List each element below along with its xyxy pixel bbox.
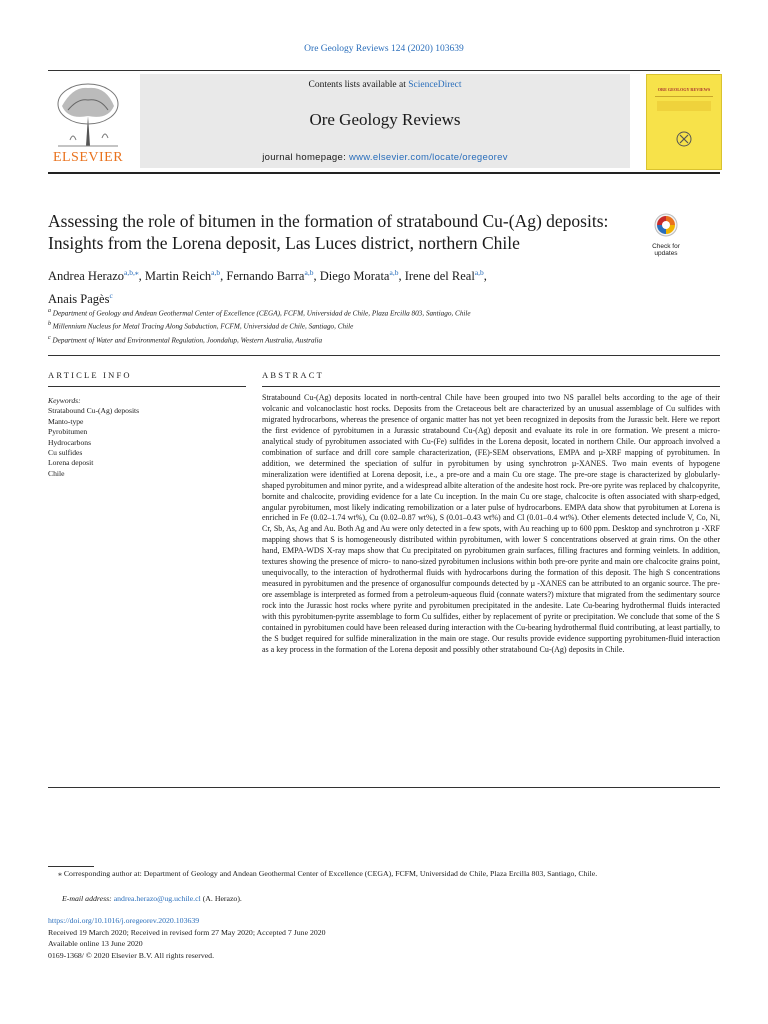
- email-label: E-mail address:: [62, 894, 114, 903]
- author-name[interactable]: Anais Pagès: [48, 292, 110, 307]
- author-separator: ,: [483, 269, 487, 284]
- article-info-heading: ARTICLE INFO: [48, 370, 132, 380]
- author-name[interactable]: Diego Morata: [319, 269, 390, 284]
- email-line: [62, 894, 242, 903]
- journal-cover-thumbnail[interactable]: [646, 74, 722, 170]
- available-online: Available online 13 June 2020: [48, 939, 143, 948]
- cover-rule: [655, 96, 713, 97]
- author-affil-sup[interactable]: a,b: [211, 268, 221, 277]
- check-badge-line2: updates: [654, 250, 678, 257]
- keyword-item: Hydrocarbons: [48, 437, 92, 447]
- abstract-heading: ABSTRACT: [262, 370, 324, 380]
- author-list: [48, 263, 648, 309]
- author-name[interactable]: Andrea Herazo: [48, 269, 124, 284]
- corresponding-author-footnote: [48, 868, 720, 879]
- keyword-item: Pyrobitumen: [48, 427, 88, 437]
- contents-line: [140, 80, 630, 90]
- section-rule: [48, 355, 720, 356]
- keyword-item: Manto-type: [48, 416, 84, 426]
- affiliation-item: [48, 333, 728, 346]
- author-separator: ,: [398, 269, 405, 284]
- author-name[interactable]: Fernando Barra: [226, 269, 305, 284]
- check-badge-line1: Check for: [652, 243, 680, 250]
- affiliation-text: Department of Water and Environmental Regulation, Joondalup, Western Australia, Australia: [52, 336, 323, 345]
- keywords-block: [48, 396, 246, 479]
- author-separator: ,: [313, 269, 320, 284]
- sciencedirect-link[interactable]: ScienceDirect: [408, 80, 462, 90]
- footnote-marker: ⁎: [58, 869, 62, 878]
- journal-title: Ore Geology Reviews: [309, 110, 461, 129]
- author-name[interactable]: Martin Reich: [144, 269, 212, 284]
- author-affil-sup[interactable]: a,b: [304, 268, 314, 277]
- check-for-updates-badge[interactable]: [648, 212, 684, 256]
- article-title: Assessing the role of bitumen in the formation of stratabound Cu-(Ag) deposits: Insights from the Lorena deposit, Las Luces district, northern Chile: [48, 211, 609, 253]
- footnote-rule: [48, 866, 94, 867]
- author-affil-sup[interactable]: a,b: [389, 268, 399, 277]
- elsevier-logo[interactable]: [48, 76, 128, 168]
- keyword-item: Lorena deposit: [48, 458, 94, 468]
- received-dates: Received 19 March 2020; Received in revised form 27 May 2020; Accepted 7 June 2020: [48, 927, 326, 937]
- abstract-text: Stratabound Cu-(Ag) deposits located in north-central Chile have been grouped into two NS parallel belts according to the age of their volcanic and volcanoclastic host rocks. Deposits from the Cretaceous belt are characterized by an unusual assemblage of Cu sulfides with migrated hydrocarbons, whereas the presence of organic matter has not yet been recognized in deposits from the Jurassic belt. Here we report the first evidence of pyrobitumen in a Jurassic stratabound Cu-(Ag) deposit and evaluate its role in ore formation. We present a micro-analytical study of pyrobitumen associated with Cu-(Fe) sulfides in the Lorena deposit, located in northern Chile. Our approach involved a combination of surface and drill core sample characterization, (FE)-SEM observations, EMPA and µ-XRF mapping of pyrobitumen. In addition, we determined the speciation of sulfur in pyrobitumen by using synchrotron µ-XANES. Two main events of hypogene mineralization were identified at Lorena deposit, i.e., a pre-ore and a main Cu ore stage. The pre-ore stage is characterized by globularly-shaped pyrobitumen and minor pyrite, and a widespread albite alteration of the andesite host rock. Pre-ore pyrite was replaced by chalcopyrite, bornite and chalcocite, providing evidence for a late Cu inception. In the main Cu ore stage, chalcocite is often associated with sharp-edged, angular pyrobitumen, most likely indicating remobilization or a later pulse of hydrocarbons. EMPA data show that pyrobitumen at Lorena is enriched in Fe (0.02–1.74 wt%), Cu (0.02–0.87 wt%), S (0.01–0.43 wt%) and Cl (0.01–0.4 wt%). Other elements detected include V, Co, Ni, Cr, Sb, As, Ag and Au. Both Ag and Au were only detected in a few spots, with Au reaching up to 600 ppm. Desktop and synchrotron µ -XRF mapping shows that S is homogeneously distributed within pyrobitumen, with lower S concentrations observed at grain rims. On the other hand, EMPA-WDS X-ray maps show that Cu precipitated on pyrobitumen grain surfaces, filling fractures and forming veinlets. In addition, textures showing the presence of micro- to nano-sized pyrobitumen inclusions within both pre-ore pyrite and main ore chalcocite grains point, unequivocally, to the interaction of hydrothermal fluids with hydrocarbons during the formation of this deposit. The high S concentrations measured in pyrobitumen and the presence of organosulfur compounds detected by µ -XANES can be attributed to an organic source. The pre-ore assemblage is interpreted as formed from a petroleum-aqueous fluid (connate waters?) mixture that migrated from the sedimentary source rock into the Jurassic host rocks where pyrite and pyrobitumen precipitated in the andesite. Late Cu-bearing hydrothermal fluids interacted with this pyrobitumen-pyrite assemblage to form Cu sulfides, either by replacement of pyrite or precipitation. We conclude that some of the S contained in pyrobitumen could have been released during interaction with the Cu-bearing hydrothermal fluid contributing, at least partially, to the S budget required for sulfide mineralization in the main ore stage. Our results provide evidence supporting pyrobitumen-fluid interaction as a key process in the formation of the Lorena deposit and possibly other stratabound Cu-(Ag) deposits in Chile.: [262, 393, 720, 654]
- author-separator: ,: [138, 269, 145, 284]
- header-thick-rule: [48, 172, 720, 174]
- check-for-updates-icon: [648, 212, 684, 238]
- journal-citation[interactable]: Ore Geology Reviews 124 (2020) 103639: [304, 44, 464, 54]
- homepage-link[interactable]: www.elsevier.com/locate/oregeorev: [348, 152, 508, 163]
- affiliation-item: [48, 306, 728, 319]
- author-name[interactable]: Irene del Real: [404, 269, 475, 284]
- doi-link[interactable]: https://doi.org/10.1016/j.oregeorev.2020.103639: [48, 916, 200, 925]
- cover-title: ORE GEOLOGY REVIEWS: [657, 87, 711, 92]
- author-affil-sup[interactable]: c: [109, 291, 113, 301]
- affiliations: [48, 306, 728, 346]
- journal-homepage: [140, 152, 630, 163]
- cover-text-block: [657, 101, 711, 111]
- keywords-label: Keywords:: [48, 396, 81, 405]
- author-affil-sup[interactable]: a,b,⁎: [124, 268, 139, 277]
- email-link[interactable]: andrea.herazo@ug.uchile.cl: [113, 894, 201, 903]
- keyword-item: Stratabound Cu-(Ag) deposits: [48, 406, 140, 416]
- affiliation-text: Department of Geology and Andean Geothermal Center of Excellence (CEGA), FCFM, Universidad de Chile, Plaza Ercilla 803, Santiago, Chile: [52, 309, 471, 318]
- keyword-item: Cu sulfides: [48, 448, 83, 458]
- publication-info: [48, 915, 720, 961]
- homepage-prefix: journal homepage:: [262, 152, 349, 163]
- affiliation-item: [48, 319, 728, 332]
- affiliation-key: c: [48, 334, 51, 341]
- abstract-rule: [262, 386, 720, 387]
- keyword-item: Chile: [48, 468, 65, 478]
- affiliation-key: b: [48, 321, 51, 328]
- contents-prefix: Contents lists available at: [308, 80, 409, 90]
- cover-emblem-icon: [676, 131, 692, 147]
- author-affil-sup[interactable]: a,b: [474, 268, 484, 277]
- author-separator: ,: [220, 269, 227, 284]
- copyright: 0169-1368/ © 2020 Elsevier B.V. All rights reserved.: [48, 950, 215, 960]
- affiliation-text: Millennium Nucleus for Metal Tracing Along Subduction, FCFM, Universidad de Chile, Santiago, Chile: [52, 322, 354, 331]
- article-info-rule: [48, 386, 246, 387]
- email-suffix: (A. Herazo).: [200, 894, 242, 903]
- header-rule: [48, 70, 720, 71]
- abstract-end-rule: [48, 787, 720, 788]
- affiliation-key: a: [48, 308, 51, 314]
- footnote-text: Corresponding author at: Department of Geology and Andean Geothermal Center of Excellence (CEGA), FCFM, Universidad de Chile, Plaza Ercilla 803, Santiago, Chile.: [63, 869, 598, 878]
- elsevier-wordmark: ELSEVIER: [52, 150, 124, 165]
